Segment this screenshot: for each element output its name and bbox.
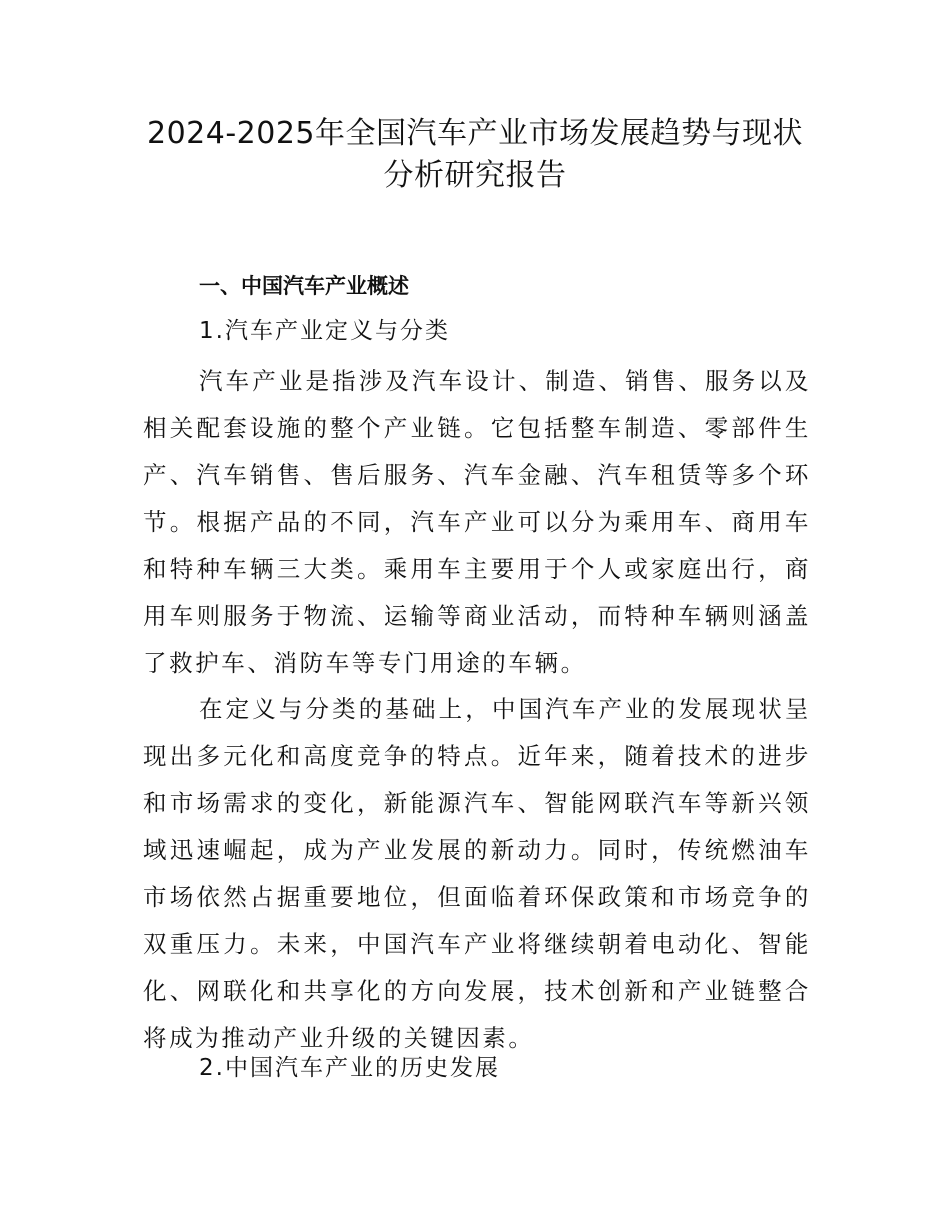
body-paragraph-status: 在定义与分类的基础上，中国汽车产业的发展现状呈现出多元化和高度竞争的特点。近年来，随着技术的进步和市场需求的变化，新能源汽车、智能网联汽车等新兴领域迅速崛起，成为产业发展的新动力。同时，传统燃油车市场依然占据重要地位，但面临着环保政策和市场竞争的双重压力。未来，中国汽车产业将继续朝着电动化、智能化、网联化和共享化的方向发展，技术创新和产业链整合将成为推动产业升级的关键因素。 [143,695,811,1052]
document-title-line-1: 2024-2025年全国汽车产业市场发展趋势与现状 [146,116,804,151]
subsection-heading-definition: 1.汽车产业定义与分类 [199,318,450,344]
section-heading: 一、中国汽车产业概述 [199,274,409,298]
body-paragraph-definition: 汽车产业是指涉及汽车设计、制造、销售、服务以及相关配套设施的整个产业链。它包括整车制造、零部件生产、汽车销售、售后服务、汽车金融、汽车租赁等多个环节。根据产品的不同，汽车产业可以分为乘用车、商用车和特种车辆三大类。乘用车主要用于个人或家庭出行，商用车则服务于物流、运输等商业活动，而特种车辆则涵盖了救护车、消防车等专门用途的车辆。 [143,367,811,677]
document-title-line-2: 分析研究报告 [383,158,567,193]
subsection-heading-history: 2.中国汽车产业的历史发展 [199,1055,500,1081]
